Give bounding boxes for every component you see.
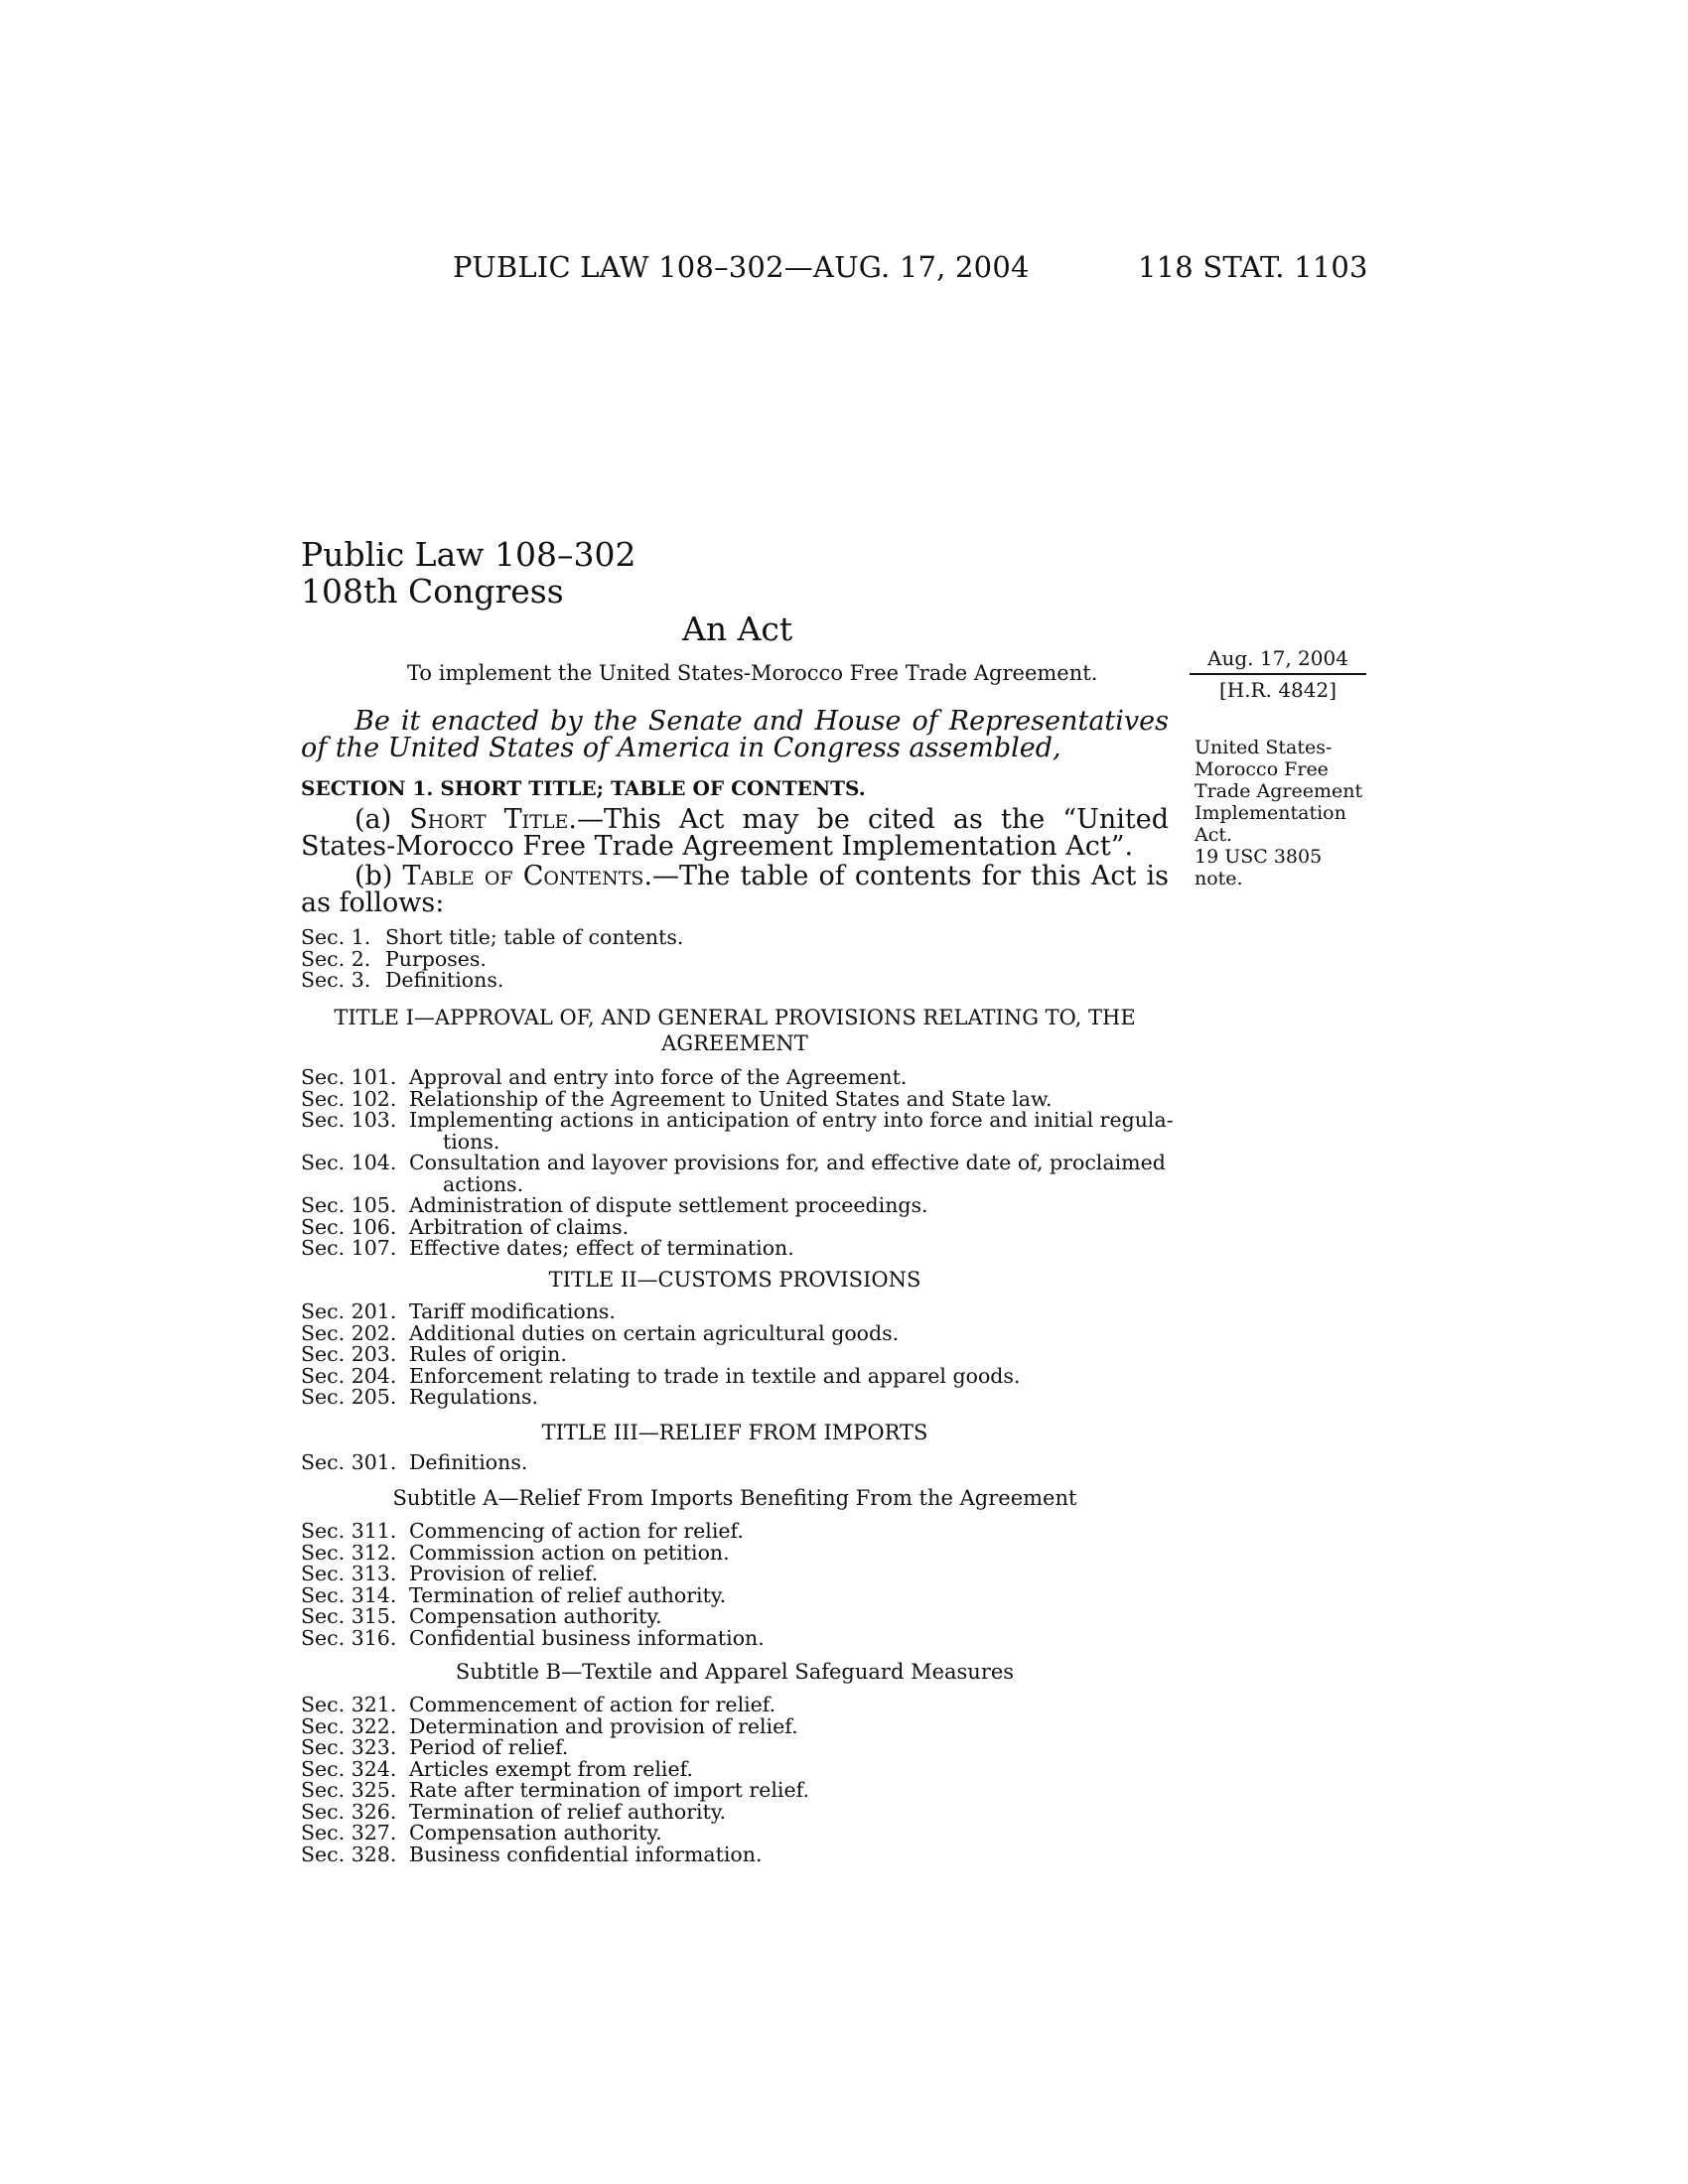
toc-entry-number: Sec. 322.	[301, 1713, 397, 1738]
toc-entry-title-line: Relationship of the Agreement to United States and State law.	[409, 1086, 1053, 1111]
toc-entry	[301, 1521, 1175, 1543]
toc-entry	[301, 1195, 1175, 1217]
toc-entry-title-line: Arbitration of claims.	[409, 1214, 630, 1239]
toc-entry-number: Sec. 312.	[301, 1540, 397, 1565]
toc-entry-title-line: Enforcement relating to trade in textile and apparel goods.	[409, 1363, 1021, 1388]
toc-entry-title-line: Rules of origin.	[409, 1342, 567, 1366]
toc-entry-title	[409, 1756, 1175, 1781]
toc-entry	[301, 1823, 1175, 1844]
toc-subtitle-a-list	[301, 1521, 1175, 1649]
toc-entry-title	[409, 1320, 1175, 1345]
toc-entry-title	[385, 946, 1175, 971]
toc-intro-list	[301, 927, 1175, 992]
toc-entry-title	[409, 1540, 1175, 1565]
toc-entry-title	[385, 970, 1175, 992]
toc-entry-title	[409, 1625, 1175, 1650]
toc-entry-title-continuation: tions.	[443, 1129, 500, 1154]
toc-entry-title-line: Additional duties on certain agricultural goods.	[409, 1320, 900, 1345]
toc-entry-number: Sec. 202.	[301, 1320, 397, 1345]
toc-entry-number: Sec. 301.	[301, 1450, 397, 1474]
toc-entry-title	[409, 1067, 1175, 1089]
toc-entry-title-line: Administration of dispute settlement proceedings.	[409, 1193, 928, 1217]
toc-entry-title	[409, 1844, 1175, 1866]
toc-entry	[301, 1320, 1175, 1345]
toc-entry-number: Sec. 204.	[301, 1363, 397, 1388]
sidenote-bill: [H.R. 4842]	[1218, 678, 1337, 702]
toc-entry-title	[409, 1387, 1175, 1409]
toc-entry	[301, 1110, 1175, 1153]
toc-entry-title	[409, 1110, 1175, 1153]
toc-entry-number: Sec. 323.	[301, 1735, 397, 1759]
toc-entry-title	[409, 1564, 1175, 1585]
sidenote-line: Implementation	[1195, 802, 1346, 824]
sidenote-line: United States-	[1195, 737, 1333, 758]
toc-entry-title-line: Approval and entry into force of the Agreement.	[409, 1065, 908, 1089]
toc-entry	[301, 1238, 1175, 1260]
toc-entry-title	[409, 1823, 1175, 1844]
toc-entry-title-line: Provision of relief.	[409, 1562, 599, 1585]
toc-entry-title-line: Commencing of action for relief.	[409, 1519, 744, 1543]
subsection-b-caption: Table of Contents	[402, 861, 644, 891]
subsection-b-text: .—The table of contents for this Act is as follows:	[301, 861, 1169, 918]
sidenote-date: Aug. 17, 2004	[1207, 646, 1348, 670]
toc-entry-number: Sec. 327.	[301, 1821, 397, 1844]
toc-entry	[301, 1540, 1175, 1565]
toc-entry-title	[385, 927, 1175, 949]
toc-entry-number: Sec. 205.	[301, 1385, 397, 1409]
toc-title-3-list	[301, 1452, 1175, 1474]
toc-entry	[301, 970, 1175, 992]
section-1-heading: SECTION 1. SHORT TITLE; TABLE OF CONTENTS.	[301, 776, 866, 800]
toc-entry	[301, 1625, 1175, 1650]
subsection-b-label: (b)	[354, 861, 403, 891]
toc-entry-number: Sec. 107.	[301, 1236, 397, 1260]
running-head-right: 118 STAT. 1103	[1138, 250, 1368, 284]
toc-entry-title	[409, 1363, 1175, 1388]
congress-label: 108th Congress	[301, 572, 564, 611]
toc-title-2-heading: TITLE II—CUSTOMS PROVISIONS	[548, 1268, 921, 1292]
toc-entry	[301, 1214, 1175, 1239]
toc-entry-number: Sec. 104.	[301, 1151, 397, 1174]
toc-entry-title-line: Effective dates; effect of termination.	[409, 1236, 794, 1260]
toc-entry-title	[409, 1238, 1175, 1260]
toc-entry-number: Sec. 313.	[301, 1562, 397, 1585]
toc-entry-number: Sec. 325.	[301, 1778, 397, 1802]
toc-entry-title	[409, 1737, 1175, 1759]
subsection-a-caption: Short Title	[409, 804, 569, 835]
toc-entry-title	[409, 1452, 1175, 1474]
toc-entry-title-line: Commission action on petition.	[409, 1540, 730, 1565]
toc-entry-title	[409, 1695, 1175, 1716]
toc-entry	[301, 1780, 1175, 1802]
toc-entry-title-line: Confidential business information.	[409, 1625, 765, 1650]
toc-entry-number: Sec. 316.	[301, 1625, 397, 1650]
sidenote-margin	[1195, 737, 1383, 889]
toc-entry-title-line: Implementing actions in anticipation of entry into force and initial regula-	[409, 1108, 1174, 1132]
toc-entry-title	[409, 1582, 1175, 1607]
toc-entry-number: Sec. 314.	[301, 1582, 397, 1607]
toc-entry-title	[409, 1214, 1175, 1239]
toc-entry	[301, 946, 1175, 971]
toc-entry-title	[409, 1713, 1175, 1738]
toc-entry	[301, 927, 1175, 949]
subsection-a-text: .—This Act may be cited as the “United States-Morocco Free Trade Agreement Implementation Act”.	[301, 804, 1169, 862]
toc-entry	[301, 1067, 1175, 1089]
toc-entry-title-continuation: actions.	[443, 1171, 524, 1196]
toc-entry-title-line: Commencement of action for relief.	[409, 1693, 776, 1716]
toc-entry	[301, 1363, 1175, 1388]
toc-title-1-list	[301, 1067, 1175, 1260]
toc-entry-number: Sec. 103.	[301, 1108, 397, 1132]
toc-entry-number: Sec. 102.	[301, 1086, 397, 1111]
toc-entry-title-line: Definitions.	[385, 968, 504, 992]
toc-entry-number: Sec. 201.	[301, 1299, 397, 1323]
toc-entry-title-line: Purposes.	[385, 946, 487, 971]
toc-entry-title	[409, 1086, 1175, 1111]
subsection-b	[301, 863, 1169, 916]
toc-entry-number: Sec. 1.	[301, 925, 371, 949]
act-heading: An Act	[682, 610, 793, 648]
toc-entry-title	[409, 1799, 1175, 1824]
toc-entry-number: Sec. 106.	[301, 1214, 397, 1239]
toc-entry-title-line: Consultation and layover provisions for, and effective date of, proclaimed	[409, 1151, 1166, 1174]
act-purpose: To implement the United States-Morocco Free Trade Agreement.	[407, 661, 1098, 685]
toc-entry-title-line: Regulations.	[409, 1385, 539, 1409]
toc-entry-title	[409, 1344, 1175, 1366]
law-number: Public Law 108–302	[301, 535, 636, 574]
toc-entry-number: Sec. 326.	[301, 1799, 397, 1824]
toc-entry-title-line: Termination of relief authority.	[409, 1799, 727, 1824]
sidenote-line: Act.	[1195, 824, 1233, 846]
toc-entry-title-line: Definitions.	[409, 1450, 528, 1474]
toc-entry	[301, 1695, 1175, 1716]
toc-entry	[301, 1844, 1175, 1866]
subsection-a-label: (a)	[354, 804, 410, 835]
toc-entry-number: Sec. 315.	[301, 1604, 397, 1628]
toc-entry-title-line: Tariff modifications.	[409, 1299, 616, 1323]
sidenote-line: note.	[1195, 868, 1243, 889]
toc-entry-title-line: Compensation authority.	[409, 1821, 662, 1844]
toc-entry	[301, 1713, 1175, 1738]
toc-entry-number: Sec. 324.	[301, 1756, 397, 1781]
toc-entry-title	[409, 1780, 1175, 1802]
toc-entry-number: Sec. 101.	[301, 1065, 397, 1089]
toc-subtitle-a-heading: Subtitle A—Relief From Imports Benefiting From the Agreement	[392, 1486, 1077, 1510]
toc-entry	[301, 1606, 1175, 1628]
toc-entry	[301, 1799, 1175, 1824]
toc-entry-title-line: Short title; table of contents.	[385, 925, 684, 949]
toc-entry-number: Sec. 3.	[301, 968, 371, 992]
toc-title-1-heading: TITLE I—APPROVAL OF, AND GENERAL PROVISIONS RELATING TO, THE AGREEMENT	[334, 1006, 1136, 1055]
sidenote-line: 19 USC 3805	[1195, 846, 1323, 868]
toc-entry-number: Sec. 328.	[301, 1842, 397, 1866]
toc-entry-title	[409, 1195, 1175, 1217]
toc-entry-title-line: Period of relief.	[409, 1735, 569, 1759]
toc-entry-title	[409, 1301, 1175, 1323]
toc-entry	[301, 1086, 1175, 1111]
toc-entry-title-line: Business confidential information.	[409, 1842, 763, 1866]
toc-entry	[301, 1756, 1175, 1781]
toc-entry-number: Sec. 321.	[301, 1693, 397, 1716]
toc-entry	[301, 1387, 1175, 1409]
toc-entry-number: Sec. 105.	[301, 1193, 397, 1217]
toc-entry-title-line: Termination of relief authority.	[409, 1582, 727, 1607]
toc-entry	[301, 1153, 1175, 1195]
toc-entry	[301, 1582, 1175, 1607]
toc-entry-number: Sec. 2.	[301, 946, 371, 971]
toc-entry-title-line: Compensation authority.	[409, 1604, 662, 1628]
toc-entry	[301, 1301, 1175, 1323]
sidenote-line: Trade Agreement	[1195, 780, 1363, 802]
toc-entry-title-line: Determination and provision of relief.	[409, 1713, 798, 1738]
toc-entry	[301, 1452, 1175, 1474]
toc-entry-title-line: Articles exempt from relief.	[409, 1756, 693, 1781]
toc-entry	[301, 1564, 1175, 1585]
toc-entry-title	[409, 1153, 1175, 1195]
toc-entry-number: Sec. 311.	[301, 1519, 397, 1543]
toc-title-2-list	[301, 1301, 1175, 1409]
sidenote-line: Morocco Free	[1195, 758, 1329, 780]
toc-subtitle-b-list	[301, 1695, 1175, 1865]
enacting-clause: Be it enacted by the Senate and House of Representatives of the United States of America in Congress assembled,	[301, 706, 1169, 763]
toc-entry	[301, 1737, 1175, 1759]
toc-subtitle-b-heading: Subtitle B—Textile and Apparel Safeguard Measures	[455, 1660, 1015, 1684]
toc-entry	[301, 1344, 1175, 1366]
subsection-a	[301, 806, 1169, 860]
toc-entry-title	[409, 1606, 1175, 1628]
toc-entry-title-line: Rate after termination of import relief.	[409, 1778, 809, 1802]
sidenote-rule	[1190, 673, 1366, 675]
toc-title-3-heading: TITLE III—RELIEF FROM IMPORTS	[541, 1421, 928, 1444]
running-head-left: PUBLIC LAW 108–302—AUG. 17, 2004	[453, 250, 1030, 284]
toc-entry-number: Sec. 203.	[301, 1342, 397, 1366]
toc-entry-title	[409, 1521, 1175, 1543]
